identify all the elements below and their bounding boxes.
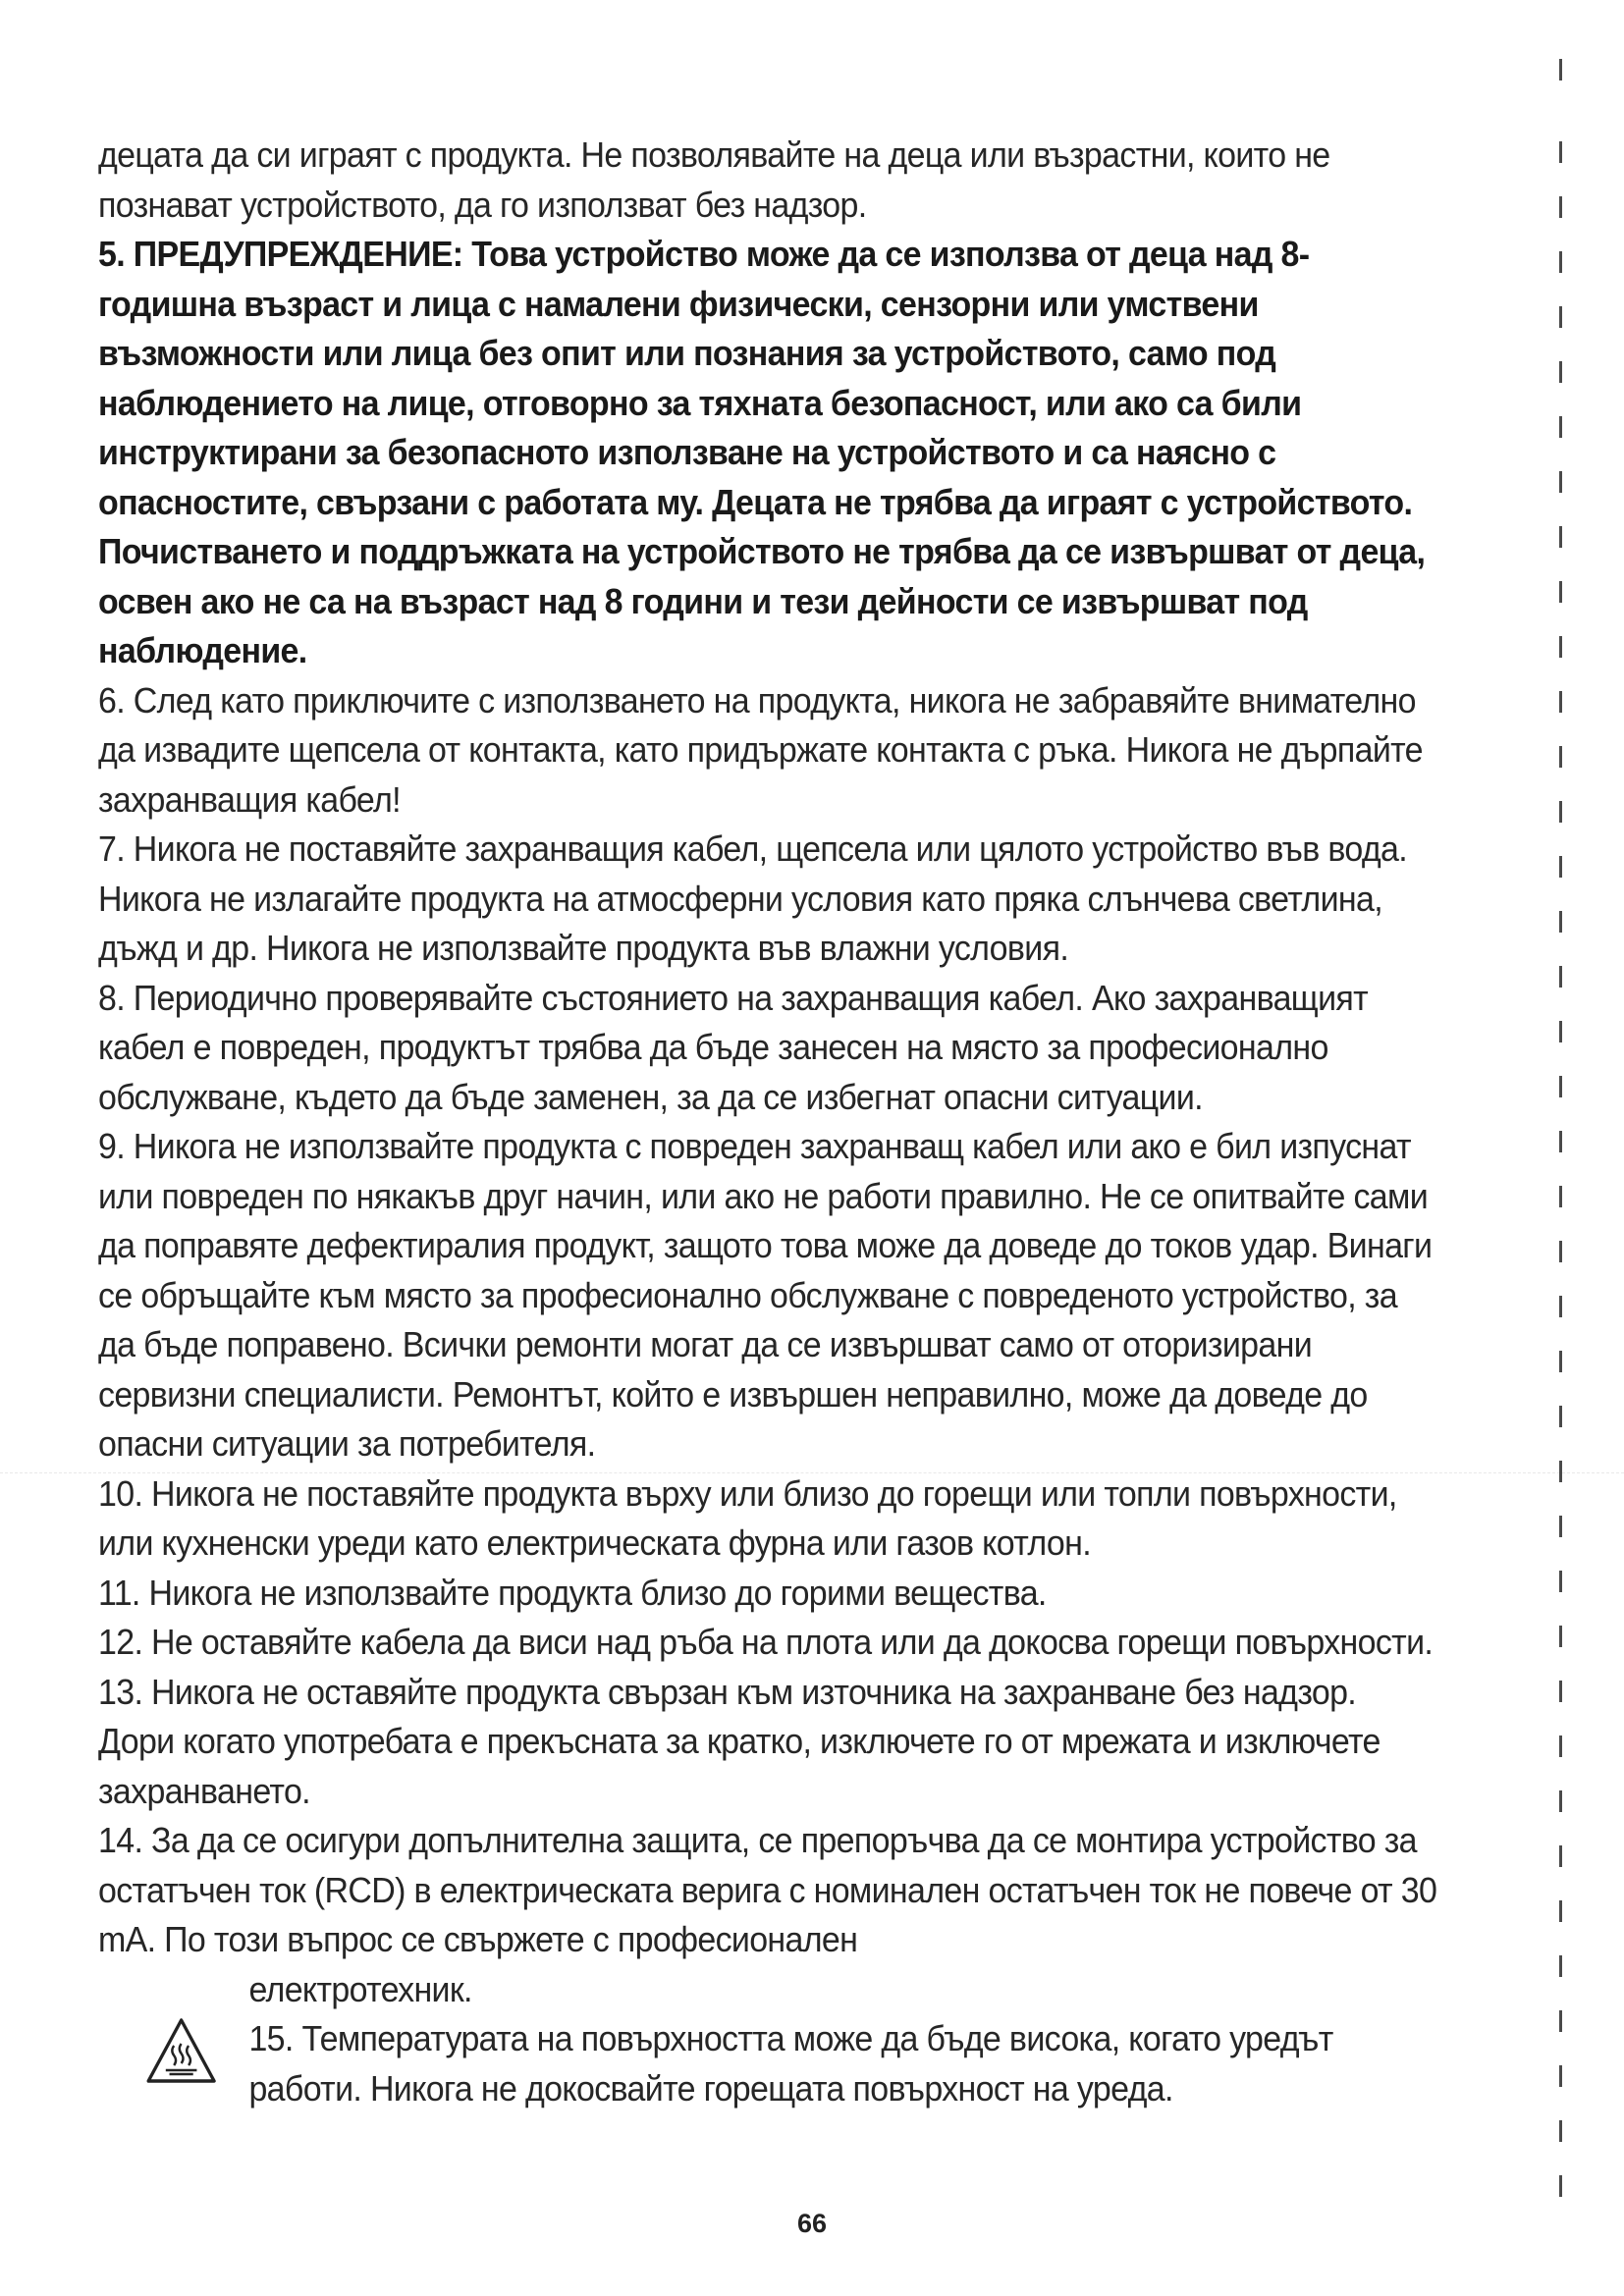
paragraph-13: 13. Никога не оставяйте продукта свързан към източника на захранване без надзор. Дори когато употребата е прекъсната за кратко, изключете го от мрежата и изключете захранването. bbox=[98, 1671, 1380, 1811]
page-number: 66 bbox=[796, 2209, 828, 2238]
paragraph-6: 6. След като приключите с използването на продукта, никога не забравяйте внимателно да извадите щепсела от контакта, като придържате контакта с ръка. Никога не дърпайте захранващия кабел! bbox=[98, 679, 1423, 820]
paragraph-10: 10. Никога не поставяйте продукта върху или близо до горещи или топли повърхности, или кухненски уреди като електрическата фурна или газов котлон. bbox=[98, 1472, 1397, 1563]
paragraph-5-warning: 5. ПРЕДУПРЕЖДЕНИЕ: Това устройство може да се използва от деца над 8-годишна възраст и лица с намалени физически, сензорни или умствени възможности или лица без опит или познания за устройството, само под наблюдението на лице, отговорно за тяхната безопасност, или ако са били инструктирани за безопасното използване на устройството и са наясно с опасностите, свързани с работата му. Децата не трябва да играят с устройството. Почистването и поддръжката на устройството не трябва да се извършват от деца, освен ако не са на възраст над 8 години и тези дейности се извършват под наблюдение. bbox=[98, 234, 1426, 670]
paragraph-14-end: електротехник. bbox=[248, 1968, 472, 2009]
hot-surface-warning-icon bbox=[145, 2016, 217, 2085]
paragraph-4-continued: децата да си играят с продукта. Не позволявайте на деца или възрастни, които не познават устройството, да го използват без надзор. bbox=[98, 134, 1330, 225]
paragraph-14: 14. За да се осигури допълнителна защита, се препоръчва да се монтира устройство за остатъчен ток (RCD) в електрическата верига с номинален остатъчен ток не повече от 30 mA. По този въпрос се свържете с професионален bbox=[98, 1820, 1437, 1959]
fold-line bbox=[0, 1472, 1624, 1473]
safety-instructions bbox=[98, 131, 1440, 2113]
paragraph-9: 9. Никога не използвайте продукта с повреден захранващ кабел или ако е бил изпуснат или повреден по някакъв друг начин, или ако не работи правилно. Не се опитвайте сами да поправяте дефектиралия продукт, защото това може да доведе до токов удар. Винаги се обръщайте към място за професионално обслужване с повреденото устройство, за да бъде поправено. Всички ремонти могат да се извършват само от оторизирани сервизни специалисти. Ремонтът, който е извършен неправилно, може да доведе до опасни ситуации за потребителя. bbox=[98, 1126, 1433, 1464]
paragraph-11: 11. Никога не използвайте продукта близо до горими вещества. bbox=[98, 1572, 1047, 1613]
paragraph-12: 12. Не оставяйте кабела да виси над ръба на плота или да докосва горещи повърхности. bbox=[98, 1622, 1434, 1662]
margin-cut-marks bbox=[1559, 59, 1563, 2218]
hot-surface-block bbox=[98, 1965, 1440, 2114]
paragraph-7: 7. Никога не поставяйте захранващия кабел, щепсела или цялото устройство във вода. Никога не излагайте продукта на атмосферни условия като пряка слънчева светлина, дъжд и др. Никога не използвайте продукта във влажни условия. bbox=[98, 828, 1408, 968]
paragraph-15: 15. Температурата на повърхността може да бъде висока, когато уредът работи. Никога не докосвайте горещата повърхност на уреда. bbox=[248, 2018, 1333, 2109]
paragraph-8: 8. Периодично проверявайте състоянието на захранващия кабел. Ако захранващият кабел е повреден, продуктът трябва да бъде занесен на място за професионално обслужване, където да бъде заменен, за да се избегнат опасни ситуации. bbox=[98, 977, 1369, 1117]
